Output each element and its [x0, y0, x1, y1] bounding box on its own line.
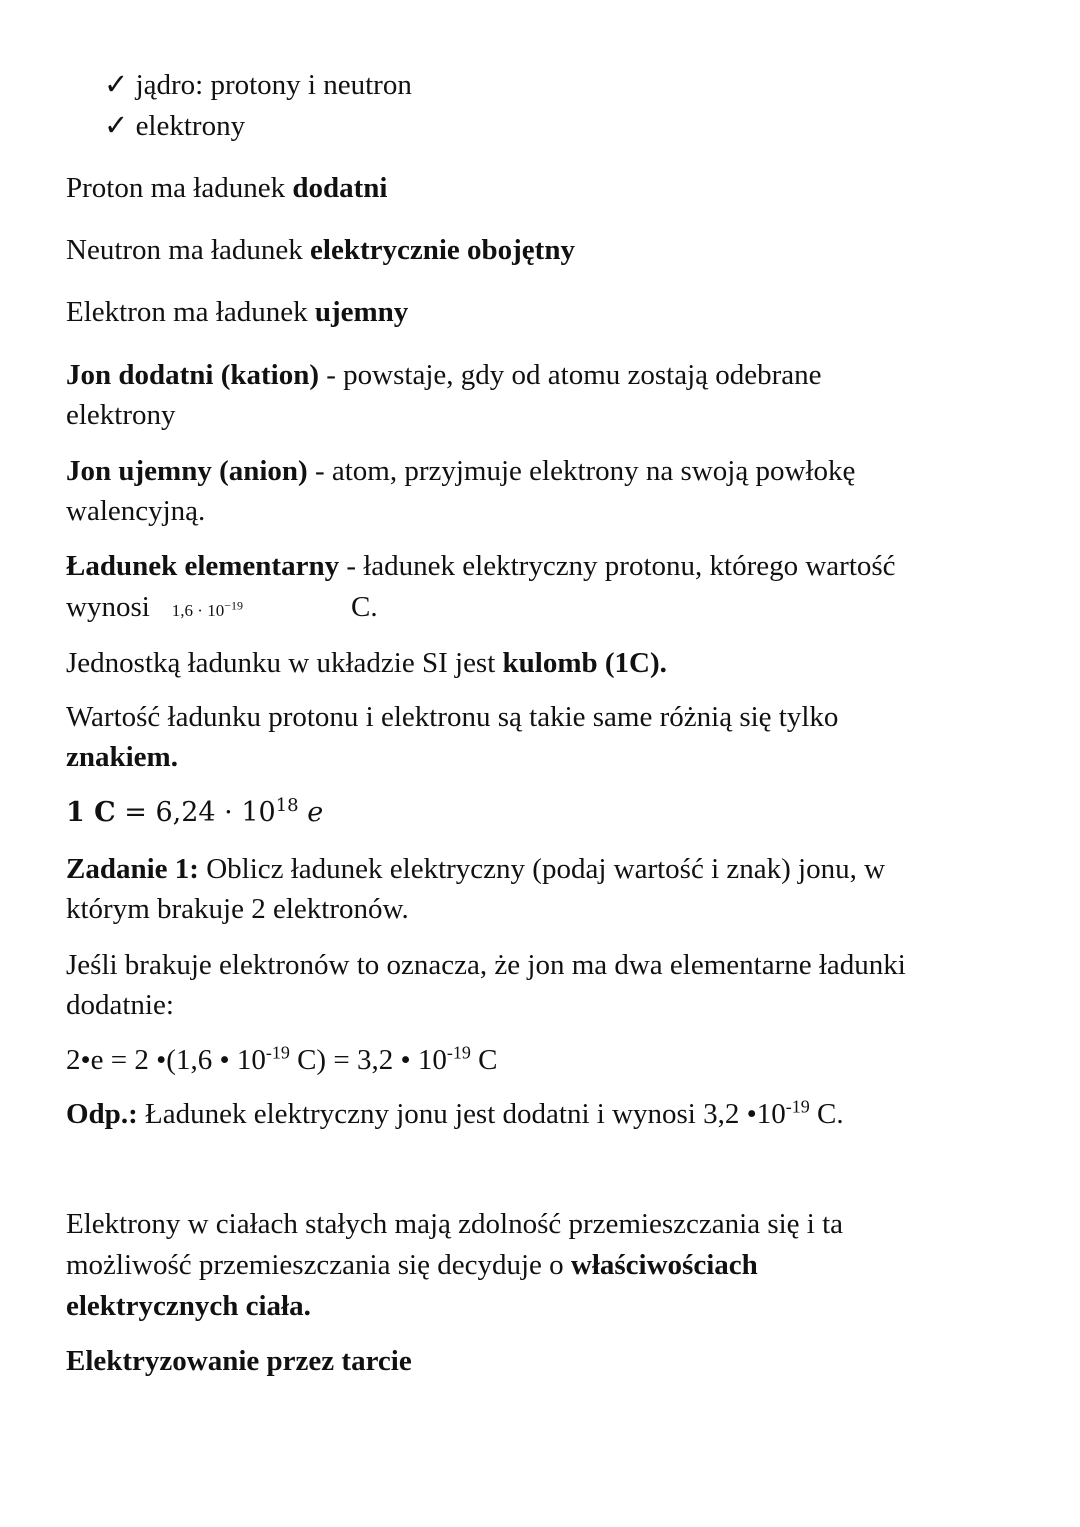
jednostka-line: Jednostką ładunku w układzie SI jest kulomb (1C).: [66, 647, 667, 679]
wartosc-line-cont: znakiem.: [66, 741, 178, 773]
wyjasnienie-line: Jeśli brakuje elektronów to oznacza, że jon ma dwa elementarne ładunki: [66, 949, 906, 981]
proton-line: Proton ma ładunek dodatni: [66, 172, 388, 204]
ladunek-elementarny-definition: Ładunek elementarny - ładunek elektryczny protonu, którego wartość: [66, 550, 896, 582]
zadanie-line: Zadanie 1: Oblicz ładunek elektryczny (podaj wartość i znak) jonu, w: [66, 853, 886, 885]
coulomb-formula: 1 $C = 6,24 \cdot 10^{18}$ e: [66, 795, 324, 828]
ladunek-elementarny-value: wynosi $1,6 \cdot 10^{-19}$ C.: [66, 591, 378, 623]
neutron-line: Neutron ma ładunek elektrycznie obojętny: [66, 234, 575, 266]
kation-definition: Jon dodatni (kation) - powstaje, gdy od atomu zostają odebrane: [66, 359, 822, 391]
checklist-item: ✓ elektrony: [104, 110, 246, 142]
elektrony-stale-line-2: możliwość przemieszczania się decyduje o właściwościach: [66, 1249, 758, 1281]
kation-definition-cont: elektrony: [66, 399, 176, 431]
odpowiedz-line: Odp.: Ładunek elektryczny jonu jest dodatni i wynosi 3,2 $•10^{-19}$ C.: [66, 1096, 844, 1130]
checklist-item: ✓ jądro: protony i neutron: [104, 69, 412, 101]
anion-definition-cont: walencyjną.: [66, 495, 206, 527]
wyjasnienie-line-cont: dodatnie:: [66, 989, 174, 1021]
anion-definition: Jon ujemny (anion) - atom, przyjmuje elektrony na swoją powłokę: [66, 455, 856, 487]
elektron-line: Elektron ma ładunek ujemny: [66, 296, 409, 328]
elektrony-stale-line: Elektrony w ciałach stałych mają zdolność przemieszczania się i ta: [66, 1208, 844, 1240]
checkmark-icon: ✓: [104, 110, 129, 142]
checkmark-icon: ✓: [104, 69, 129, 101]
zadanie-line-cont: którym brakuje 2 elektronów.: [66, 893, 409, 925]
elektrony-stale-line-3: elektrycznych ciała.: [66, 1290, 311, 1322]
wartosc-line: Wartość ładunku protonu i elektronu są takie same różnią się tylko: [66, 701, 839, 733]
obliczenie-line: 2•e = 2 •(1,6 • $10^{-19}$ C) = 3,2 • $10^{-19}$ C: [66, 1042, 498, 1076]
section-heading: Elektryzowanie przez tarcie: [66, 1345, 412, 1377]
